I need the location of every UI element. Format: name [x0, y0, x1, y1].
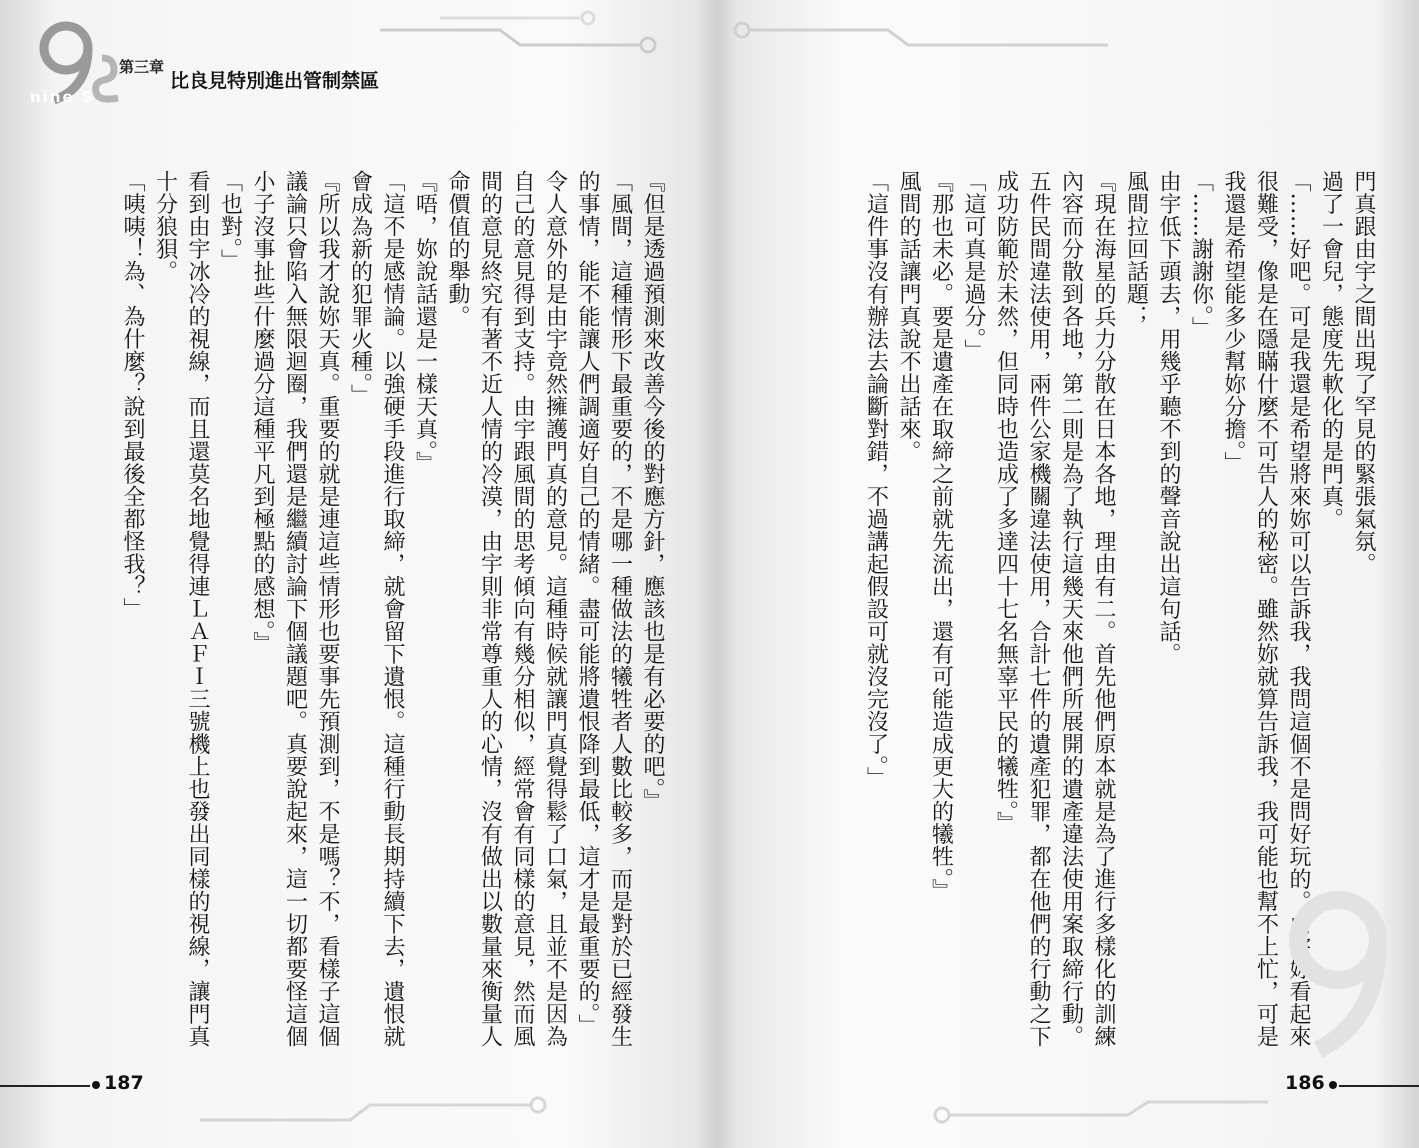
- paragraph: 令人意外的是由宇竟然擁護門真的意見。這種時候就讓門真覺得鬆了口氣，且並不是因為自己的意見得到支持。由宇跟風間的思考傾向有幾分相似，經常會有同樣的意見，然而風間的意見終究有著不近人情的冷漠，由宇則非常尊重人的心情，沒有做出以數量來衡量人命價值的舉動。: [445, 170, 568, 1048]
- page-number-right: 186: [1285, 1072, 1325, 1094]
- nine-s-watermark-icon: [1258, 880, 1418, 1080]
- paragraph: 「……謝謝你。」: [1188, 170, 1214, 339]
- paragraph: 門真跟由宇之間出現了罕見的緊張氣氛。: [1351, 170, 1376, 575]
- paragraph: 「也對。」: [217, 170, 243, 272]
- circuit-trace-icon: [928, 1090, 1288, 1140]
- paragraph: 『那也未必。要是遺產在取締之前就先流出，還有可能造成更大的犧牲。』: [928, 170, 954, 902]
- footer-dot: [1329, 1081, 1337, 1089]
- circuit-trace-icon: [728, 10, 1128, 60]
- paragraph: 「這不是感情論。以強硬手段進行取締，就會留下遺恨。這種行動長期持續下去，遺恨就會成為新的犯罪火種。」: [347, 170, 405, 1048]
- paragraph: 由宇低下頭去，用幾乎聽不到的聲音說出這句話。: [1156, 170, 1181, 665]
- right-page: [718, 0, 1419, 1148]
- brand-name: nine S: [30, 88, 95, 106]
- paragraph: 「……好吧。可是我還是希望將來妳可以告訴我，我問這個不是問好玩的。由宇妳看起來很難受，像是在隱瞞什麼不可告人的秘密。雖然妳就算告訴我，我可能也幫不上忙，可是我還是希望能多少幫妳分擔。」: [1221, 170, 1311, 1048]
- paragraph: 『所以我才說妳天真。重要的就是連這些情形也要事先預測到，不是嗎？不，看樣子這個議論只會陷入無限迴圈，我們還是繼續討論下個議題吧。真要說起來，這一切都要怪這個小子沒事扯些什麼過分這種平凡到極點的感想。』: [250, 170, 340, 1048]
- circuit-trace-icon: [200, 1090, 600, 1140]
- paragraph: 「咦咦！為、為什麼？說到最後全都怪我？」: [120, 170, 145, 620]
- footer-dot: [92, 1081, 100, 1089]
- chapter-title: 比良見特別進出管制禁區: [170, 70, 380, 92]
- paragraph: 風間的話讓門真說不出話來。: [896, 170, 921, 463]
- paragraph: 「風間，這種情形下最重要的，不是哪一種做法的犧牲者人數比較多，而是對於已經發生的事情，能不能讓人們調適好自己的情緒。盡可能將遺恨降到最低，這才是最重要的。」: [575, 170, 633, 1048]
- paragraph: 過了一會兒，態度先軟化的是門真。: [1318, 170, 1344, 530]
- circuit-trace-icon: [380, 10, 710, 60]
- left-page-body: [108, 170, 668, 1050]
- chapter-label: 第三章: [119, 58, 165, 76]
- footer-rule: [1339, 1085, 1419, 1087]
- paragraph: 「這可真是過分。」: [961, 170, 986, 362]
- footer-rule: [0, 1085, 90, 1087]
- paragraph: 『但是透過預測來改善今後的對應方針，應該也是有必要的吧。』: [640, 170, 665, 812]
- page-number-left: 187: [104, 1072, 144, 1094]
- paragraph: 『現在海星的兵力分散在日本各地，理由有二。首先他們原本就是為了進行多樣化的訓練內容而分散到各地，第二則是為了執行這幾天來他們所展開的遺產違法使用案取締行動。五件民間違法使用，兩件公家機關違法使用，合計七件的遺產犯罪，都在他們的行動之下成功防範於未然，但同時也造成了多達四十七名無辜平民的犧牲。』: [993, 170, 1116, 1048]
- paragraph: 風間拉回話題；: [1123, 170, 1149, 328]
- paragraph: 看到由宇冰冷的視線，而且還莫名地覺得連ＬＡＦＩ三號機上也發出同樣的視線，讓門真十分狼狽。: [152, 170, 210, 1048]
- paragraph: 『唔，妳說話還是一樣天真。』: [412, 170, 438, 474]
- paragraph: 「這件事沒有辦法去論斷對錯，不過講起假設可就沒完沒了。」: [863, 170, 889, 789]
